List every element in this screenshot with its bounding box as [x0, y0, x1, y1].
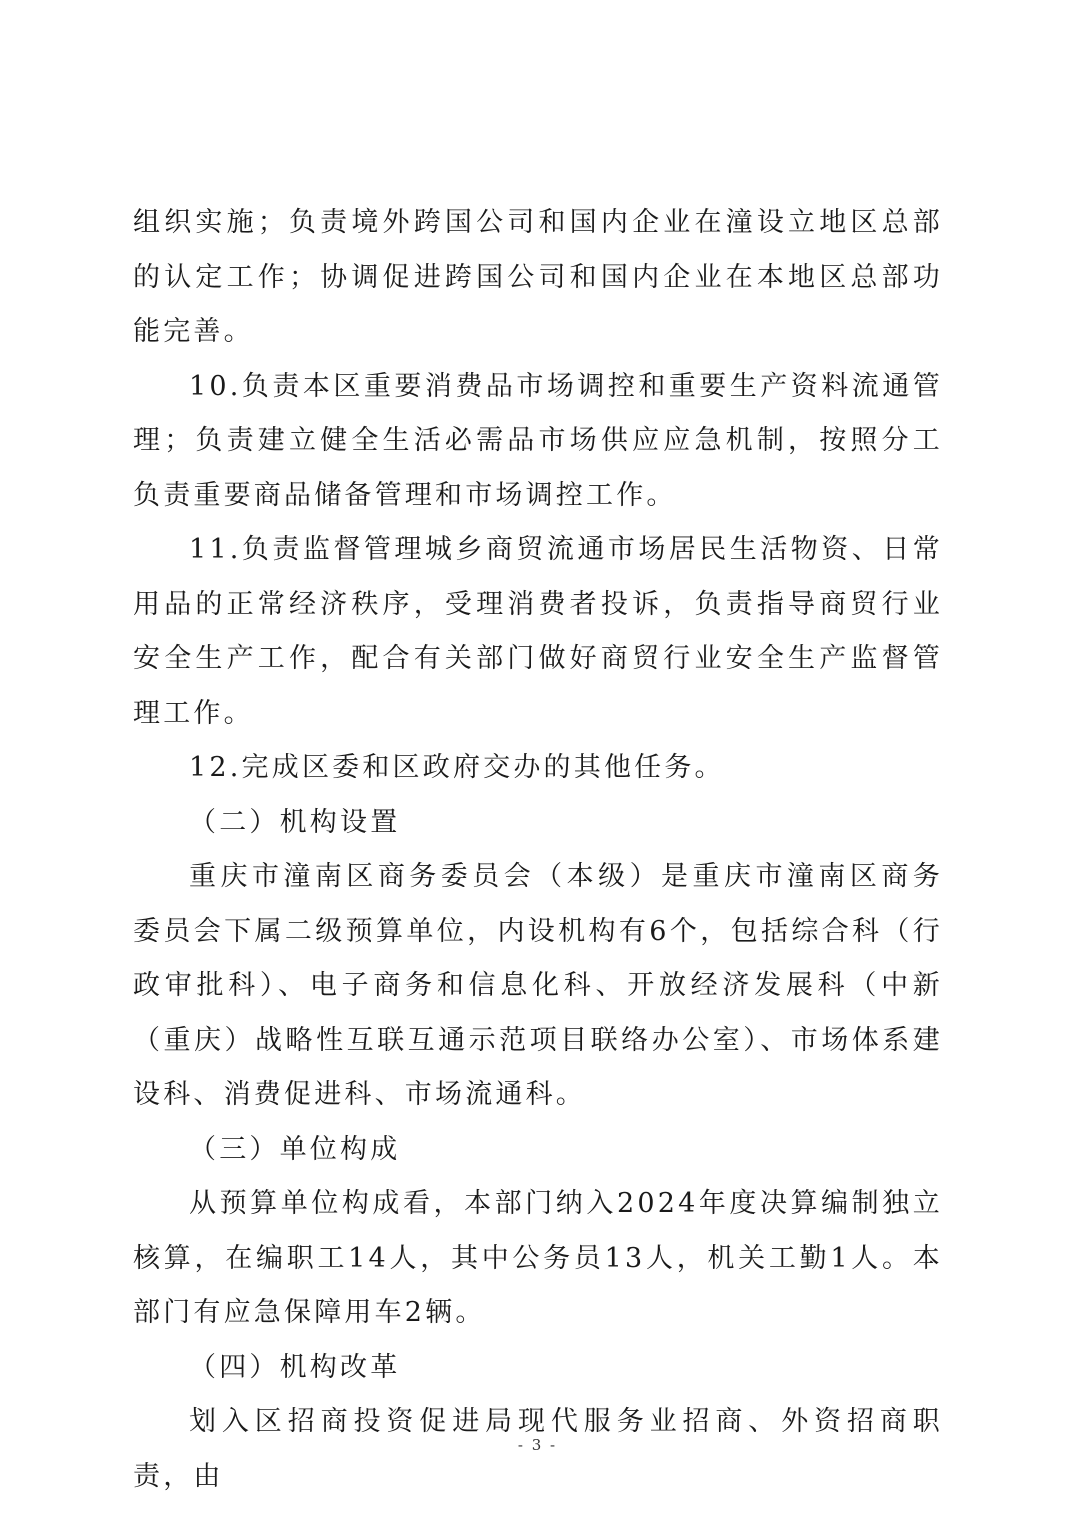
paragraph-item-10: 10.负责本区重要消费品市场调控和重要生产资料流通管理；负责建立健全生活必需品市场供应应急机制，按照分工负责重要商品储备管理和市场调控工作。	[133, 370, 943, 511]
paragraph-item-11: 11.负责监督管理城乡商贸流通市场居民生活物资、日常用品的正常经济秩序，受理消费者投诉，负责指导商贸行业安全生产工作，配合有关部门做好商贸行业安全生产监督管理工作。	[133, 534, 943, 729]
page-number: - 3 -	[517, 1436, 558, 1454]
paragraph-continuation: 组织实施；负责境外跨国公司和国内企业在潼设立地区总部的认定工作；协调促进跨国公司和国内企业在本地区总部功能完善。	[133, 207, 943, 347]
paragraph-organization: 重庆市潼南区商务委员会（本级）是重庆市潼南区商务委员会下属二级预算单位，内设机构有6个，包括综合科（行政审批科）、电子商务和信息化科、开放经济发展科（中新（重庆）战略性互联互通示范项目联络办公室）、市场体系建设科、消费促进科、市场流通科。	[133, 861, 943, 1110]
document-body	[133, 196, 943, 1504]
paragraph-item-12: 12.完成区委和区政府交办的其他任务。	[189, 752, 725, 783]
section-heading-organization: （二）机构设置	[189, 806, 401, 838]
paragraph-composition: 从预算单位构成看，本部门纳入2024年度决算编制独立核算，在编职工14人，其中公务员13人，机关工勤1人。本部门有应急保障用车2辆。	[133, 1188, 943, 1328]
section-heading-composition: （三）单位构成	[189, 1133, 401, 1165]
paragraph-reform: 划入区招商投资促进局现代服务业招商、外资招商职责，由	[133, 1406, 943, 1492]
section-heading-reform: （四）机构改革	[189, 1351, 401, 1383]
